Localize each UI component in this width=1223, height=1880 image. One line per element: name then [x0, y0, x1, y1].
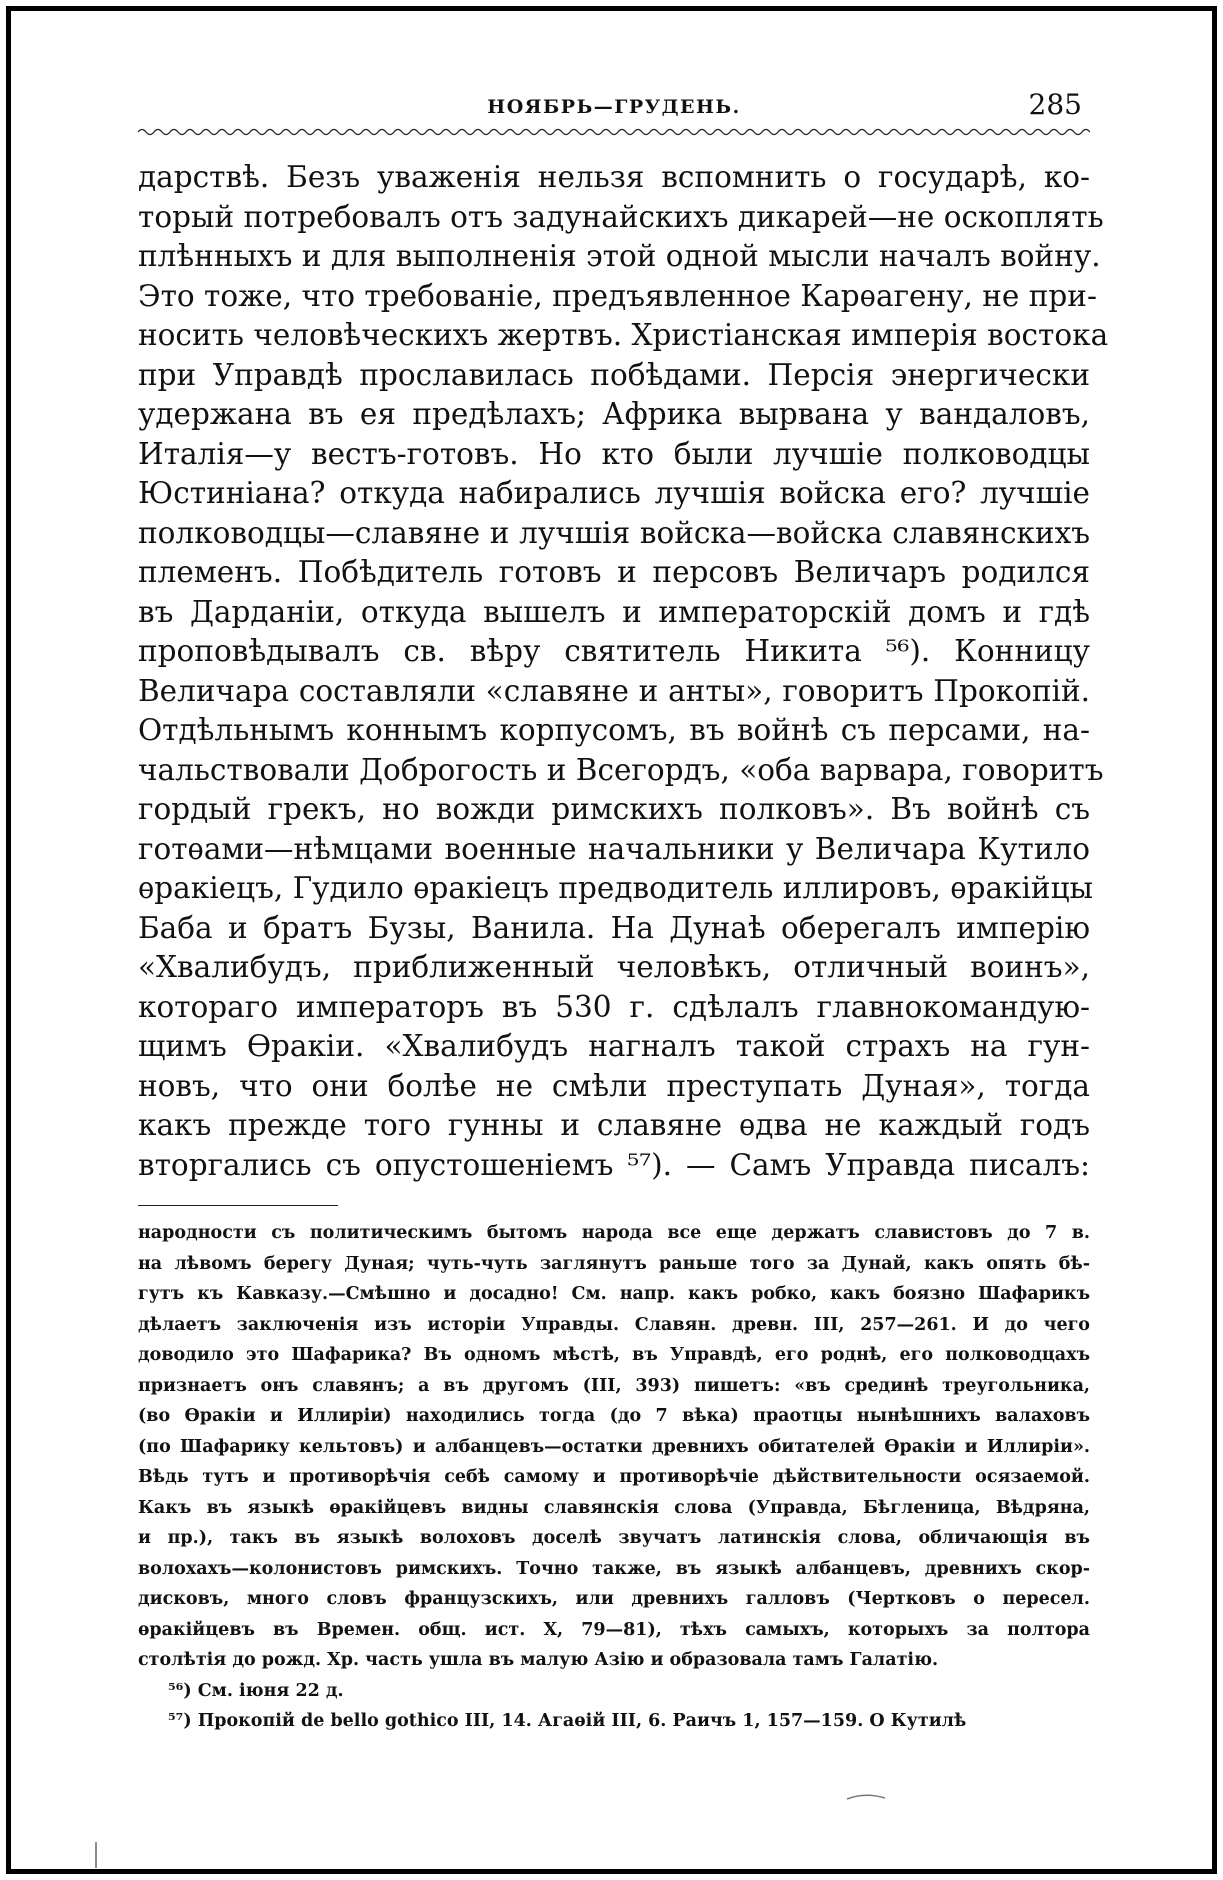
body-line: Это тоже, что требованіе, предъявленное Карѳагену, не при-	[138, 278, 1097, 313]
page-number: 285	[1028, 88, 1082, 121]
body-line: ѳракіецъ, Гудило ѳракіецъ предводитель иллировъ, ѳракійцы	[138, 871, 1094, 905]
footnote-separator	[138, 1205, 338, 1206]
body-text	[138, 158, 1109, 1185]
body-line: новъ, что они болѣе не смѣли преступать Дуная», тогда	[138, 1068, 1090, 1103]
book-page	[138, 78, 1109, 1737]
body-line: плѣнныхъ и для выполненія этой одной мысли началъ войну.	[138, 239, 1101, 273]
body-line: Юстиніана? откуда набирались лучшія войска его? лучшіе	[138, 476, 1090, 510]
body-line: полководцы—славяне и лучшія войска—войска славянскихъ	[138, 515, 1090, 550]
body-line: готѳами—нѣмцами военные начальники у Величара Кутило	[138, 831, 1090, 866]
body-line: Италія—у вестъ-готовъ. Но кто были лучшіе полководцы	[138, 436, 1090, 471]
body-line: чальствовали Доброгость и Всегордъ, «оба варвара, говоритъ	[138, 752, 1104, 787]
footnote-line: волохахъ—колонистовъ римскихъ. Точно также, въ языкѣ албанцевъ, древнихъ скор-	[138, 1558, 1090, 1579]
footnote-line: и пр.), такъ въ языкѣ волоховъ доселѣ звучатъ латинскія слова, обличающія въ	[138, 1528, 1090, 1548]
wavy-rule	[138, 126, 1090, 138]
footnote-line: доводило это Шафарика? Въ одномъ мѣстѣ, въ Управдѣ, его роднѣ, его полководцахъ	[138, 1345, 1090, 1365]
body-line: какъ прежде того гунны и славяне ѳдва не каждый годъ	[138, 1108, 1090, 1142]
body-line: вторгались съ опустошеніемъ ⁵⁷). — Самъ Управда писалъ:	[138, 1147, 1090, 1182]
footnote-line: на лѣвомъ берегу Дуная; чуть-чуть заглянутъ раньше того за Дунай, какъ опять бѣ-	[138, 1253, 1090, 1274]
body-line: «Хвалибудъ, приближенный человѣкъ, отличный воинъ»,	[138, 950, 1090, 984]
body-line: удержана въ ея предѣлахъ; Африка вырвана у вандаловъ,	[138, 397, 1090, 431]
body-line: торый потребовалъ отъ задунайскихъ дикарей—не оскоплять	[138, 199, 1104, 234]
footnote-57: ⁵⁷) Прокопій de bello gothico III, 14. Агаѳій III, 6. Раичъ 1, 157—159. О Кутилѣ	[168, 1711, 967, 1731]
body-line: въ Дарданіи, откуда вышелъ и императорскій домъ и гдѣ	[138, 594, 1090, 629]
body-line: носить человѣческихъ жертвъ. Христіанская имперія востока	[138, 318, 1109, 352]
footnote-line: (по Шафарику кельтовъ) и албанцевъ—остатки древнихъ обитателей Ѳракіи и Иллиріи».	[138, 1436, 1090, 1457]
footnote-line: гутъ къ Кавказу.—Смѣшно и досадно! См. напр. какъ робко, какъ боязно Шафарикъ	[138, 1284, 1090, 1304]
running-title: НОЯБРЬ—ГРУДЕНЬ.	[487, 96, 741, 118]
footnote-line: народности съ политическимъ бытомъ народа все еще держатъ славистовъ до 7 в.	[138, 1223, 1090, 1243]
body-line: котораго императоръ въ 530 г. сдѣлалъ главнокомандую-	[138, 989, 1090, 1024]
footnote-line: ѳракійцевъ въ Времен. общ. ист. X, 79—81), тѣхъ самыхъ, которыхъ за полтора	[138, 1619, 1090, 1640]
footnote-56: ⁵⁶) См. іюня 22 д.	[168, 1680, 344, 1701]
footnotes	[138, 1218, 1090, 1676]
scan-mark	[92, 1840, 100, 1870]
footnote-line: столѣтія до рожд. Хр. часть ушла въ малую Азію и образовала тамъ Галатію.	[138, 1650, 939, 1670]
footnote-line: Вѣдь тутъ и противорѣчія себѣ самому и противорѣчіе дѣйствительности осязаемой.	[138, 1467, 1090, 1487]
body-line: щимъ Ѳракіи. «Хвалибудъ нагналъ такой страхъ на гун-	[138, 1029, 1090, 1063]
body-line: Отдѣльнымъ коннымъ корпусомъ, въ войнѣ съ персами, на-	[138, 713, 1090, 747]
body-line: гордый грекъ, но вожди римскихъ полковъ». Въ войнѣ съ	[138, 792, 1090, 826]
body-line: при Управдѣ прославилась побѣдами. Персія энергически	[138, 357, 1090, 392]
footnote-line: Какъ въ языкѣ ѳракійцевъ видны славянскія слова (Управда, Бѣгленица, Вѣдряна,	[138, 1497, 1090, 1518]
footnote-line: (во Ѳракіи и Иллиріи) находились тогда (до 7 вѣка) праотцы нынѣшнихъ валаховъ	[138, 1406, 1090, 1426]
footnote-line: признаетъ онъ славянъ; а въ другомъ (III, 393) пишетъ: «въ срединѣ треугольника,	[138, 1375, 1090, 1396]
body-line: проповѣдывалъ св. вѣру святитель Никита ⁵⁶). Конницу	[138, 634, 1090, 668]
footnote-line: дисковъ, много словъ французскихъ, или древнихъ галловъ (Чертковъ о пересел.	[138, 1589, 1090, 1609]
body-line: племенъ. Побѣдитель готовъ и персовъ Величаръ родился	[138, 555, 1090, 589]
body-line: Величара составляли «славяне и анты», говоритъ Прокопій.	[138, 673, 1090, 708]
footnote-line: дѣлаетъ заключенія изъ исторіи Управды. Славян. древн. III, 257—261. И до чего	[138, 1314, 1090, 1335]
scan-speck	[845, 1790, 895, 1802]
body-line: дарствѣ. Безъ уваженія нельзя вспомнить о государѣ, ко-	[138, 160, 1090, 194]
page-header	[138, 78, 1090, 124]
body-line: Баба и братъ Бузы, Ванила. На Дунаѣ оберегалъ имперію	[138, 910, 1090, 945]
